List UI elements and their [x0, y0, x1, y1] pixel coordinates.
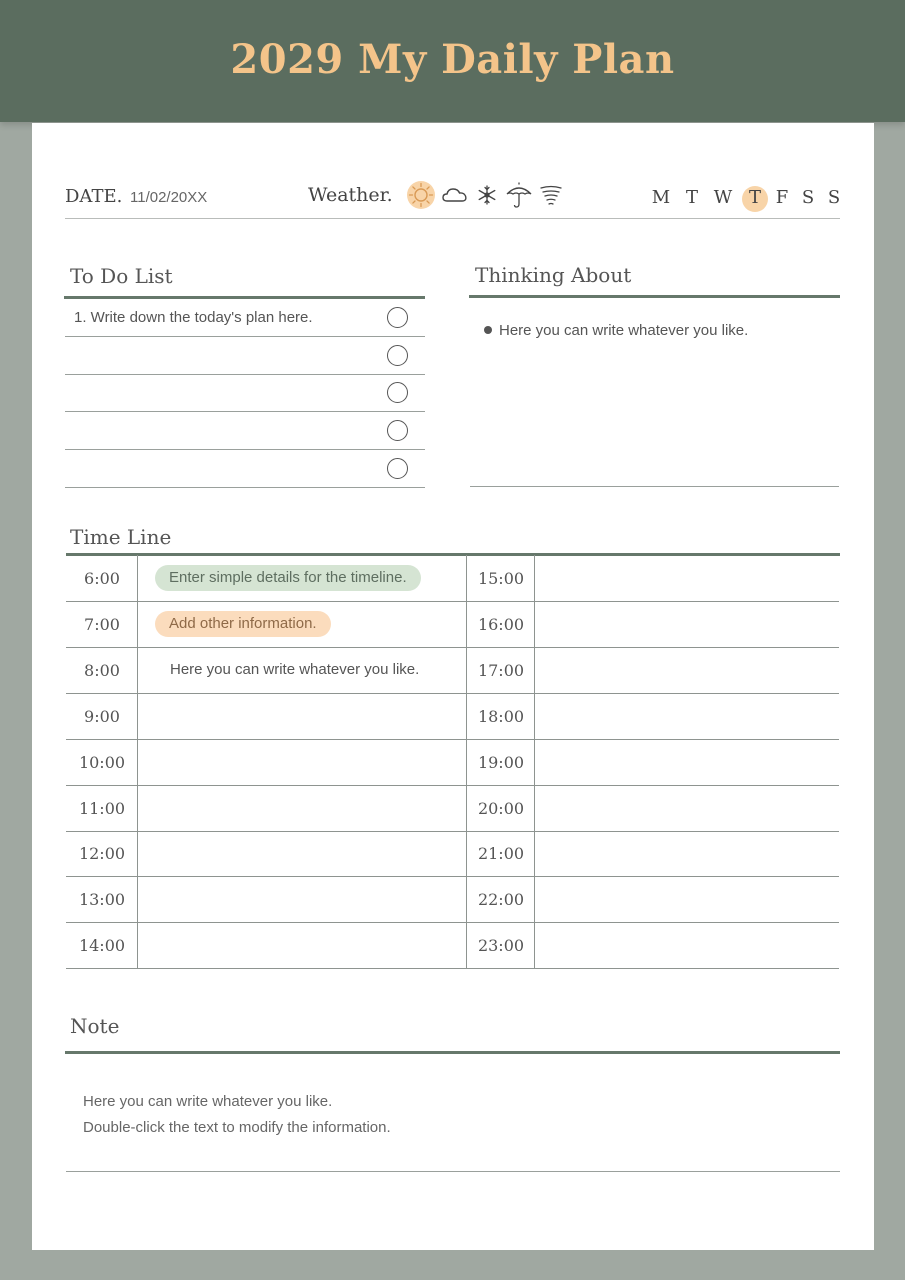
day-friday[interactable]: F	[775, 187, 789, 208]
table-row	[66, 601, 839, 648]
time-label: 11:00	[78, 799, 126, 818]
thinking-title: Thinking About	[475, 263, 632, 287]
header-banner	[0, 0, 905, 122]
note-title-rule	[65, 1051, 840, 1054]
todo-item[interactable]	[65, 450, 425, 488]
sun-icon[interactable]	[406, 180, 436, 210]
todo-item[interactable]	[65, 299, 425, 337]
time-label: 9:00	[84, 707, 120, 726]
time-label: 15:00	[477, 569, 525, 588]
time-label: 6:00	[84, 569, 120, 588]
todo-checkbox[interactable]	[387, 345, 408, 366]
table-row	[66, 555, 839, 602]
time-label: 7:00	[84, 615, 120, 634]
time-label: 18:00	[477, 707, 525, 726]
time-label: 16:00	[477, 615, 525, 634]
table-row	[66, 785, 839, 832]
todo-checkbox[interactable]	[387, 458, 408, 479]
page-title: 2029 My Daily Plan	[230, 36, 675, 83]
cloud-icon[interactable]	[440, 180, 470, 210]
timeline-table	[66, 555, 839, 968]
time-label: 20:00	[477, 799, 525, 818]
time-label: 23:00	[477, 936, 525, 955]
time-label: 21:00	[477, 844, 525, 863]
day-saturday[interactable]: S	[801, 187, 815, 208]
timeline-entry[interactable]: Enter simple details for the timeline.	[155, 565, 421, 591]
todo-item[interactable]	[65, 337, 425, 375]
table-row	[66, 830, 839, 877]
table-row	[66, 647, 839, 694]
note-line[interactable]: Double-click the text to modify the information.	[83, 1119, 391, 1136]
table-row	[66, 693, 839, 740]
time-label: 10:00	[78, 753, 126, 772]
time-label: 14:00	[78, 936, 126, 955]
todo-item-text[interactable]: 1. Write down the today's plan here.	[74, 309, 313, 326]
day-thursday[interactable]: T	[742, 186, 768, 212]
row-divider	[65, 487, 425, 488]
date-value[interactable]: 11/02/20XX	[130, 189, 208, 206]
table-row	[66, 739, 839, 786]
time-label: 17:00	[477, 661, 525, 680]
note-line[interactable]: Here you can write whatever you like.	[83, 1093, 333, 1110]
thinking-title-rule	[469, 295, 840, 298]
thinking-bottom-rule	[470, 486, 839, 487]
time-label: 12:00	[78, 844, 126, 863]
day-tuesday[interactable]: T	[685, 187, 698, 208]
time-label: 19:00	[477, 753, 525, 772]
timeline-entry[interactable]: Add other information.	[155, 611, 331, 637]
timeline-entry[interactable]: Here you can write whatever you like.	[170, 661, 420, 678]
time-label: 8:00	[84, 661, 120, 680]
time-label: 22:00	[477, 890, 525, 909]
umbrella-icon[interactable]	[504, 180, 534, 210]
todo-item[interactable]	[65, 412, 425, 450]
todo-item[interactable]	[65, 374, 425, 412]
weather-label: Weather.	[308, 184, 393, 206]
tornado-icon[interactable]	[536, 180, 566, 210]
note-bottom-rule	[66, 1171, 840, 1172]
table-row	[66, 922, 839, 969]
snowflake-icon[interactable]	[472, 180, 502, 210]
todo-checkbox[interactable]	[387, 420, 408, 441]
thinking-text[interactable]: Here you can write whatever you like.	[499, 322, 749, 339]
day-sunday[interactable]: S	[827, 187, 841, 208]
time-label: 13:00	[78, 890, 126, 909]
note-title: Note	[70, 1014, 120, 1038]
timeline-title: Time Line	[70, 525, 172, 549]
day-wednesday[interactable]: W	[713, 187, 733, 208]
date-label: DATE.	[65, 186, 123, 207]
todo-checkbox[interactable]	[387, 307, 408, 328]
day-monday[interactable]: M	[651, 187, 671, 208]
header-divider	[65, 218, 840, 219]
bullet-icon	[484, 326, 492, 334]
todo-title: To Do List	[70, 264, 173, 288]
todo-checkbox[interactable]	[387, 382, 408, 403]
table-row	[66, 876, 839, 923]
